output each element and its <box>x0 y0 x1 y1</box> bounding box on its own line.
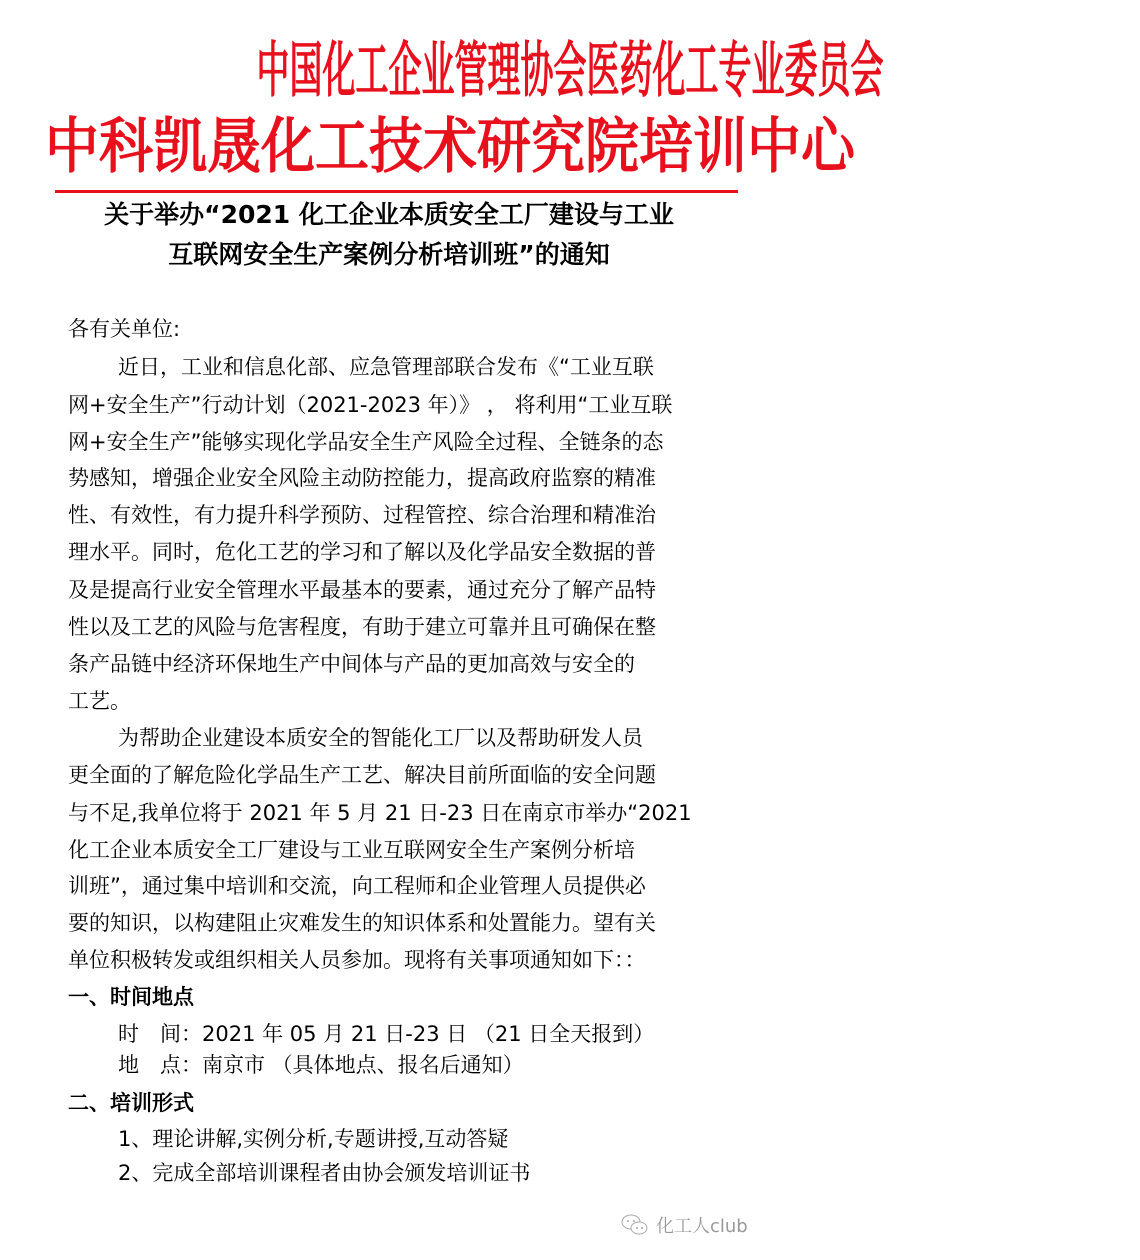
body-line: 1、理论讲解,实例分析,专题讲授,互动答疑 <box>118 1127 509 1151</box>
body-line: 时 间：2021 年 05 月 21 日-23 日 （21 日全天报到） <box>118 1022 655 1046</box>
body-line: 2、完成全部培训课程者由协会颁发培训证书 <box>118 1161 531 1185</box>
body-line: 与不足,我单位将于 2021 年 5 月 21 日-23 日在南京市举办“2021 <box>68 801 692 825</box>
watermark <box>620 1212 748 1238</box>
notice-title-line-1: 关于举办“2021 化工企业本质安全工厂建设与工业 <box>104 200 674 229</box>
body-line: 理水平。同时，危化工艺的学习和了解以及化学品安全数据的普 <box>68 540 656 564</box>
body-line: 要的知识，以构建阻止灾难发生的知识体系和处置能力。望有关 <box>68 911 656 935</box>
wechat-icon <box>620 1213 650 1237</box>
body-line: 更全面的了解危险化学品生产工艺、解决目前所面临的安全问题 <box>68 763 656 787</box>
body-line: 训班”，通过集中培训和交流，向工程师和企业管理人员提供必 <box>68 874 646 898</box>
section-heading: 二、培训形式 <box>68 1091 194 1115</box>
red-divider <box>55 190 738 193</box>
body-line: 为帮助企业建设本质安全的智能化工厂以及帮助研发人员 <box>118 726 643 750</box>
body-line: 单位积极转发或组织相关人员参加。现将有关事项通知如下：： <box>68 948 646 972</box>
header-org-1: 中国化工企业管理协会医药化工专业委员会 <box>256 36 884 106</box>
watermark-text: 化工人club <box>656 1216 748 1237</box>
section-heading: 一、时间地点 <box>68 985 194 1009</box>
body-line: 势感知，增强企业安全风险主动防控能力，提高政府监察的精准 <box>68 466 656 490</box>
body-line: 工艺。 <box>68 689 131 713</box>
body-line: 各有关单位: <box>68 317 181 341</box>
body-line: 化工企业本质安全工厂建设与工业互联网安全生产案例分析培 <box>68 838 635 862</box>
body-line: 条产品链中经济环保地生产中间体与产品的更加高效与安全的 <box>68 652 635 676</box>
body-line: 网+安全生产”行动计划（2021-2023 年）》 ， 将利用“工业互联 <box>68 393 673 417</box>
body-line: 地 点：南京市 （具体地点、报名后通知） <box>118 1053 524 1077</box>
notice-title-line-2: 互联网安全生产案例分析培训班”的通知 <box>168 240 610 269</box>
header-org-2: 中科凯晟化工技术研究院培训中心 <box>45 112 855 182</box>
body-line: 近日，工业和信息化部、应急管理部联合发布《“工业互联 <box>118 355 654 379</box>
body-line: 性、有效性，有力提升科学预防、过程管控、综合治理和精准治 <box>68 503 656 527</box>
body-line: 性以及工艺的风险与危害程度，有助于建立可靠并且可确保在整 <box>68 615 656 639</box>
body-line: 网+安全生产”能够实现化学品安全生产风险全过程、全链条的态 <box>68 430 664 454</box>
body-line: 及是提高行业安全管理水平最基本的要素，通过充分了解产品特 <box>68 578 656 602</box>
